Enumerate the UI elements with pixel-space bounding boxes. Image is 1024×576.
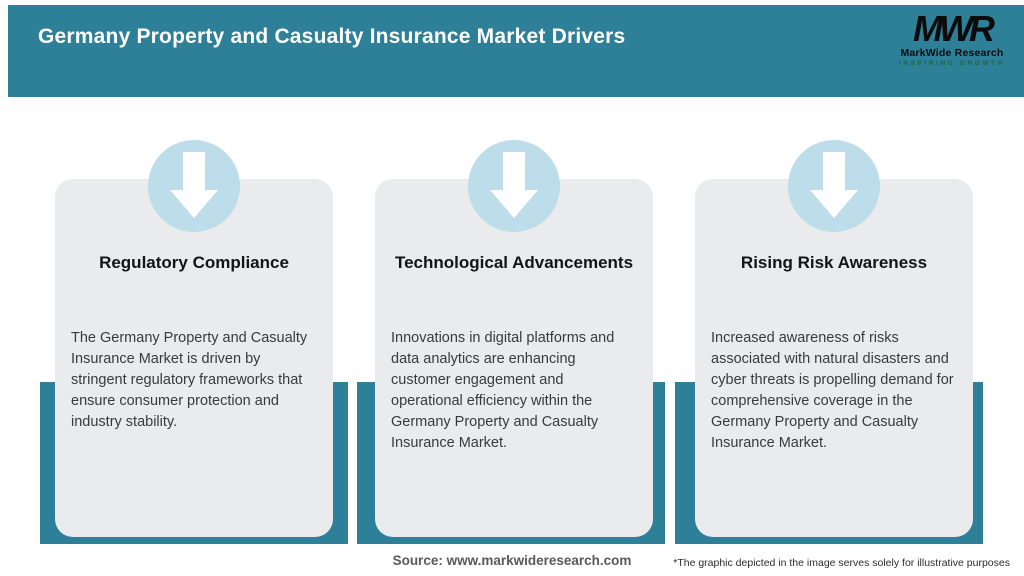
card-description: Innovations in digital platforms and data analytics are enhancing customer engagement and operational efficiency within the Germany Property and Casualty Insurance Market. — [391, 330, 615, 451]
logo-name: MarkWide Research — [900, 47, 1004, 59]
card-description: The Germany Property and Casualty Insurance Market is driven by stringent regulatory frameworks that ensure consumer protection and industry stability. — [71, 330, 308, 430]
down-arrow-icon — [148, 140, 240, 232]
source-text: Source: www.markwideresearch.com — [392, 553, 632, 568]
card-title: Technological Advancements — [394, 253, 634, 272]
card-title: Rising Risk Awareness — [740, 253, 928, 272]
card-title: Regulatory Compliance — [99, 253, 289, 272]
markwide-logo — [890, 8, 1014, 67]
driver-card-regulatory-compliance — [55, 179, 333, 537]
disclaimer-text: *The graphic depicted in the image serves solely for illustrative purposes — [673, 557, 1010, 569]
card-description: Increased awareness of risks associated with natural disasters and cyber threats is propelling demand for comprehensive coverage in the Germany Property and Casualty Insurance Market. — [711, 330, 954, 451]
page-title: Germany Property and Casualty Insurance Market Drivers — [38, 25, 626, 48]
logo-tagline: INSPIRING GROWTH — [898, 59, 1006, 67]
header-banner — [8, 5, 1024, 97]
down-arrow-icon — [468, 140, 560, 232]
down-arrow-icon — [788, 140, 880, 232]
logo-acronym: MWR — [913, 8, 991, 49]
driver-card-technological-advancements — [375, 179, 653, 537]
driver-card-rising-risk-awareness — [695, 179, 973, 537]
